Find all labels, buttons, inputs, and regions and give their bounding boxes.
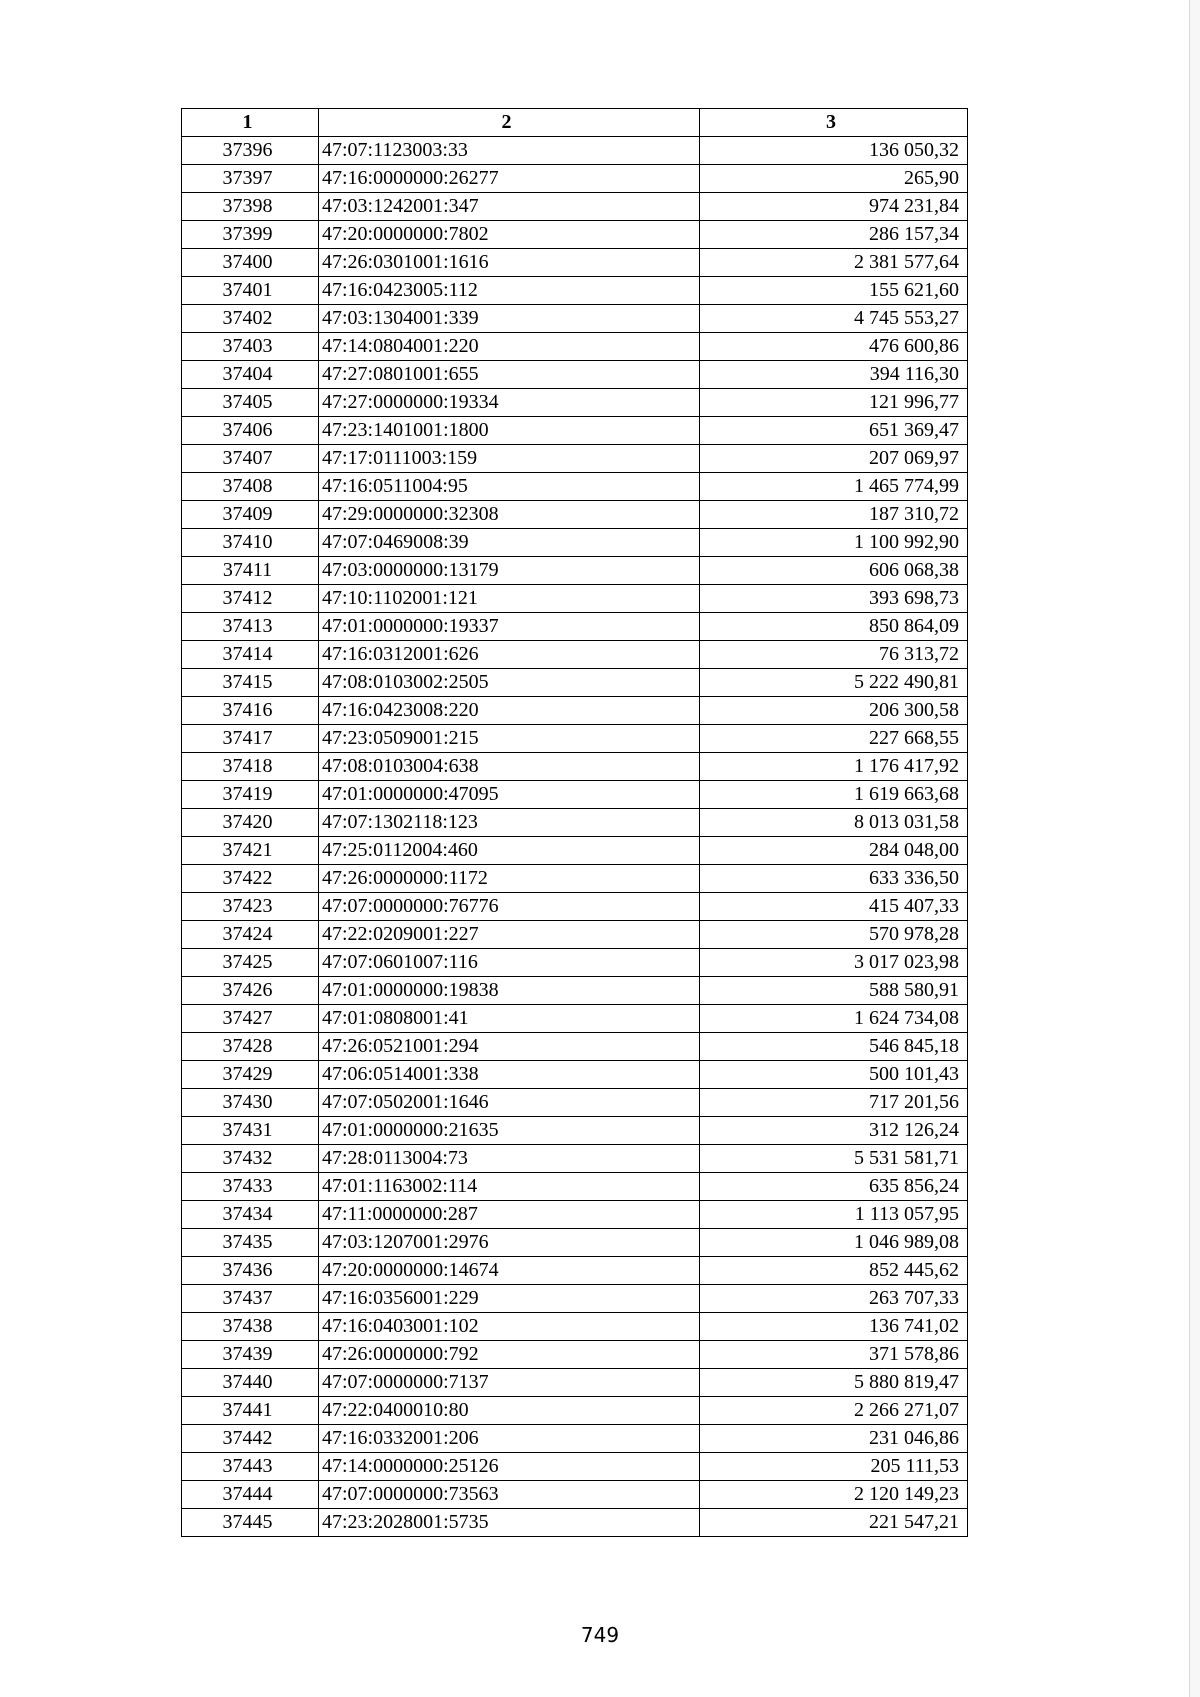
cadastral-number-cell: 47:23:2028001:5735: [319, 1509, 700, 1537]
row-number-cell: 37432: [182, 1145, 319, 1173]
table-row: [182, 1341, 968, 1369]
cadastral-number-cell: 47:08:0103004:638: [319, 753, 700, 781]
value-cell: 263 707,33: [700, 1285, 968, 1313]
table-row: [182, 1005, 968, 1033]
cadastral-number-cell: 47:16:0423008:220: [319, 697, 700, 725]
value-cell: 2 266 271,07: [700, 1397, 968, 1425]
value-cell: 1 465 774,99: [700, 473, 968, 501]
cadastral-number-cell: 47:16:0332001:206: [319, 1425, 700, 1453]
value-cell: 5 880 819,47: [700, 1369, 968, 1397]
cadastral-number-cell: 47:26:0301001:1616: [319, 249, 700, 277]
table-row: [182, 1145, 968, 1173]
row-number-cell: 37425: [182, 949, 319, 977]
value-cell: 393 698,73: [700, 585, 968, 613]
header-row: [182, 109, 968, 137]
value-cell: 5 531 581,71: [700, 1145, 968, 1173]
cadastral-number-cell: 47:16:0312001:626: [319, 641, 700, 669]
cadastral-number-cell: 47:07:1123003:33: [319, 137, 700, 165]
column-header-2: 2: [319, 109, 700, 137]
cadastral-number-cell: 47:07:0000000:73563: [319, 1481, 700, 1509]
cadastral-number-cell: 47:01:0000000:21635: [319, 1117, 700, 1145]
table-row: [182, 949, 968, 977]
table-row: [182, 641, 968, 669]
cadastral-number-cell: 47:14:0804001:220: [319, 333, 700, 361]
table-row: [182, 1453, 968, 1481]
table-row: [182, 1509, 968, 1537]
table-row: [182, 1313, 968, 1341]
row-number-cell: 37445: [182, 1509, 319, 1537]
cadastral-number-cell: 47:07:0000000:7137: [319, 1369, 700, 1397]
row-number-cell: 37398: [182, 193, 319, 221]
row-number-cell: 37443: [182, 1453, 319, 1481]
row-number-cell: 37428: [182, 1033, 319, 1061]
value-cell: 187 310,72: [700, 501, 968, 529]
value-cell: 1 176 417,92: [700, 753, 968, 781]
cadastral-number-cell: 47:01:0808001:41: [319, 1005, 700, 1033]
cadastral-number-cell: 47:03:1242001:347: [319, 193, 700, 221]
value-cell: 588 580,91: [700, 977, 968, 1005]
row-number-cell: 37404: [182, 361, 319, 389]
row-number-cell: 37412: [182, 585, 319, 613]
value-cell: 635 856,24: [700, 1173, 968, 1201]
table-row: [182, 1033, 968, 1061]
row-number-cell: 37408: [182, 473, 319, 501]
table-row: [182, 333, 968, 361]
row-number-cell: 37409: [182, 501, 319, 529]
row-number-cell: 37442: [182, 1425, 319, 1453]
table-row: [182, 921, 968, 949]
cadastral-number-cell: 47:16:0403001:102: [319, 1313, 700, 1341]
cadastral-number-cell: 47:07:0469008:39: [319, 529, 700, 557]
table-row: [182, 809, 968, 837]
page-number: 749: [580, 1623, 620, 1647]
table-row: [182, 725, 968, 753]
row-number-cell: 37396: [182, 137, 319, 165]
value-cell: 1 624 734,08: [700, 1005, 968, 1033]
row-number-cell: 37403: [182, 333, 319, 361]
cadastral-number-cell: 47:27:0801001:655: [319, 361, 700, 389]
row-number-cell: 37401: [182, 277, 319, 305]
value-cell: 205 111,53: [700, 1453, 968, 1481]
row-number-cell: 37438: [182, 1313, 319, 1341]
table-row: [182, 753, 968, 781]
cadastral-number-cell: 47:10:1102001:121: [319, 585, 700, 613]
row-number-cell: 37427: [182, 1005, 319, 1033]
table-row: [182, 697, 968, 725]
table-row: [182, 977, 968, 1005]
cadastral-number-cell: 47:26:0000000:792: [319, 1341, 700, 1369]
row-number-cell: 37435: [182, 1229, 319, 1257]
row-number-cell: 37397: [182, 165, 319, 193]
cadastral-number-cell: 47:16:0000000:26277: [319, 165, 700, 193]
table-body: [182, 137, 968, 1537]
value-cell: 136 741,02: [700, 1313, 968, 1341]
table-row: [182, 165, 968, 193]
cadastral-number-cell: 47:28:0113004:73: [319, 1145, 700, 1173]
cadastral-number-cell: 47:29:0000000:32308: [319, 501, 700, 529]
table-row: [182, 417, 968, 445]
cadastral-number-cell: 47:01:0000000:47095: [319, 781, 700, 809]
row-number-cell: 37406: [182, 417, 319, 445]
page-edge: [1189, 0, 1200, 1697]
value-cell: 312 126,24: [700, 1117, 968, 1145]
value-cell: 4 745 553,27: [700, 305, 968, 333]
cadastral-number-cell: 47:07:0601007:116: [319, 949, 700, 977]
table-row: [182, 837, 968, 865]
cadastral-number-cell: 47:20:0000000:14674: [319, 1257, 700, 1285]
value-cell: 2 381 577,64: [700, 249, 968, 277]
cadastral-number-cell: 47:01:0000000:19838: [319, 977, 700, 1005]
table-row: [182, 1257, 968, 1285]
row-number-cell: 37402: [182, 305, 319, 333]
table-row: [182, 557, 968, 585]
cadastral-number-cell: 47:17:0111003:159: [319, 445, 700, 473]
row-number-cell: 37437: [182, 1285, 319, 1313]
cadastral-number-cell: 47:27:0000000:19334: [319, 389, 700, 417]
value-cell: 394 116,30: [700, 361, 968, 389]
value-cell: 136 050,32: [700, 137, 968, 165]
cadastral-number-cell: 47:06:0514001:338: [319, 1061, 700, 1089]
value-cell: 3 017 023,98: [700, 949, 968, 977]
cadastral-number-cell: 47:14:0000000:25126: [319, 1453, 700, 1481]
row-number-cell: 37439: [182, 1341, 319, 1369]
value-cell: 206 300,58: [700, 697, 968, 725]
value-cell: 76 313,72: [700, 641, 968, 669]
table-row: [182, 1061, 968, 1089]
table-row: [182, 221, 968, 249]
row-number-cell: 37400: [182, 249, 319, 277]
value-cell: 227 668,55: [700, 725, 968, 753]
cadastral-number-cell: 47:07:0502001:1646: [319, 1089, 700, 1117]
value-cell: 121 996,77: [700, 389, 968, 417]
table-row: [182, 529, 968, 557]
table-row: [182, 1397, 968, 1425]
value-cell: 1 100 992,90: [700, 529, 968, 557]
table-row: [182, 137, 968, 165]
cadastral-number-cell: 47:03:1207001:2976: [319, 1229, 700, 1257]
table-row: [182, 445, 968, 473]
value-cell: 284 048,00: [700, 837, 968, 865]
value-cell: 207 069,97: [700, 445, 968, 473]
table-row: [182, 361, 968, 389]
table-row: [182, 305, 968, 333]
row-number-cell: 37436: [182, 1257, 319, 1285]
value-cell: 265,90: [700, 165, 968, 193]
table-row: [182, 865, 968, 893]
cadastral-number-cell: 47:03:0000000:13179: [319, 557, 700, 585]
value-cell: 651 369,47: [700, 417, 968, 445]
value-cell: 415 407,33: [700, 893, 968, 921]
cadastral-number-cell: 47:23:0509001:215: [319, 725, 700, 753]
value-cell: 231 046,86: [700, 1425, 968, 1453]
cadastral-number-cell: 47:16:0511004:95: [319, 473, 700, 501]
row-number-cell: 37411: [182, 557, 319, 585]
table-row: [182, 585, 968, 613]
row-number-cell: 37420: [182, 809, 319, 837]
table-row: [182, 1117, 968, 1145]
row-number-cell: 37440: [182, 1369, 319, 1397]
value-cell: 286 157,34: [700, 221, 968, 249]
value-cell: 155 621,60: [700, 277, 968, 305]
value-cell: 570 978,28: [700, 921, 968, 949]
table-row: [182, 1369, 968, 1397]
row-number-cell: 37419: [182, 781, 319, 809]
cadastral-number-cell: 47:23:1401001:1800: [319, 417, 700, 445]
cadastral-number-cell: 47:25:0112004:460: [319, 837, 700, 865]
value-cell: 546 845,18: [700, 1033, 968, 1061]
cadastral-number-cell: 47:26:0521001:294: [319, 1033, 700, 1061]
table-row: [182, 1173, 968, 1201]
row-number-cell: 37433: [182, 1173, 319, 1201]
value-cell: 1 113 057,95: [700, 1201, 968, 1229]
row-number-cell: 37441: [182, 1397, 319, 1425]
row-number-cell: 37405: [182, 389, 319, 417]
table-row: [182, 1425, 968, 1453]
value-cell: 8 013 031,58: [700, 809, 968, 837]
cadastral-number-cell: 47:07:1302118:123: [319, 809, 700, 837]
table-row: [182, 1481, 968, 1509]
cadastral-number-cell: 47:01:1163002:114: [319, 1173, 700, 1201]
value-cell: 221 547,21: [700, 1509, 968, 1537]
row-number-cell: 37422: [182, 865, 319, 893]
row-number-cell: 37414: [182, 641, 319, 669]
table-row: [182, 389, 968, 417]
cadastral-number-cell: 47:20:0000000:7802: [319, 221, 700, 249]
table-row: [182, 781, 968, 809]
value-cell: 633 336,50: [700, 865, 968, 893]
cadastral-number-cell: 47:16:0356001:229: [319, 1285, 700, 1313]
cadastral-number-cell: 47:03:1304001:339: [319, 305, 700, 333]
table-row: [182, 501, 968, 529]
row-number-cell: 37421: [182, 837, 319, 865]
value-cell: 1 046 989,08: [700, 1229, 968, 1257]
value-cell: 371 578,86: [700, 1341, 968, 1369]
column-header-1: 1: [182, 109, 319, 137]
table-row: [182, 1229, 968, 1257]
row-number-cell: 37417: [182, 725, 319, 753]
cadastral-number-cell: 47:07:0000000:76776: [319, 893, 700, 921]
value-cell: 852 445,62: [700, 1257, 968, 1285]
row-number-cell: 37415: [182, 669, 319, 697]
row-number-cell: 37429: [182, 1061, 319, 1089]
cadastral-number-cell: 47:22:0400010:80: [319, 1397, 700, 1425]
data-table: [181, 108, 968, 1537]
value-cell: 500 101,43: [700, 1061, 968, 1089]
table-header: [182, 109, 968, 137]
table-row: [182, 669, 968, 697]
cadastral-number-cell: 47:26:0000000:1172: [319, 865, 700, 893]
cadastral-number-cell: 47:01:0000000:19337: [319, 613, 700, 641]
row-number-cell: 37430: [182, 1089, 319, 1117]
table-row: [182, 249, 968, 277]
table-row: [182, 893, 968, 921]
value-cell: 5 222 490,81: [700, 669, 968, 697]
row-number-cell: 37431: [182, 1117, 319, 1145]
table-row: [182, 473, 968, 501]
cadastral-number-cell: 47:08:0103002:2505: [319, 669, 700, 697]
row-number-cell: 37418: [182, 753, 319, 781]
value-cell: 850 864,09: [700, 613, 968, 641]
table-row: [182, 613, 968, 641]
cadastral-number-cell: 47:22:0209001:227: [319, 921, 700, 949]
row-number-cell: 37423: [182, 893, 319, 921]
row-number-cell: 37410: [182, 529, 319, 557]
value-cell: 717 201,56: [700, 1089, 968, 1117]
row-number-cell: 37399: [182, 221, 319, 249]
row-number-cell: 37426: [182, 977, 319, 1005]
value-cell: 2 120 149,23: [700, 1481, 968, 1509]
table-row: [182, 1201, 968, 1229]
row-number-cell: 37407: [182, 445, 319, 473]
row-number-cell: 37413: [182, 613, 319, 641]
row-number-cell: 37434: [182, 1201, 319, 1229]
value-cell: 476 600,86: [700, 333, 968, 361]
table-row: [182, 1285, 968, 1313]
table-row: [182, 1089, 968, 1117]
value-cell: 974 231,84: [700, 193, 968, 221]
row-number-cell: 37444: [182, 1481, 319, 1509]
cadastral-number-cell: 47:11:0000000:287: [319, 1201, 700, 1229]
row-number-cell: 37424: [182, 921, 319, 949]
row-number-cell: 37416: [182, 697, 319, 725]
value-cell: 606 068,38: [700, 557, 968, 585]
table-row: [182, 277, 968, 305]
column-header-3: 3: [700, 109, 968, 137]
table-row: [182, 193, 968, 221]
cadastral-number-cell: 47:16:0423005:112: [319, 277, 700, 305]
value-cell: 1 619 663,68: [700, 781, 968, 809]
